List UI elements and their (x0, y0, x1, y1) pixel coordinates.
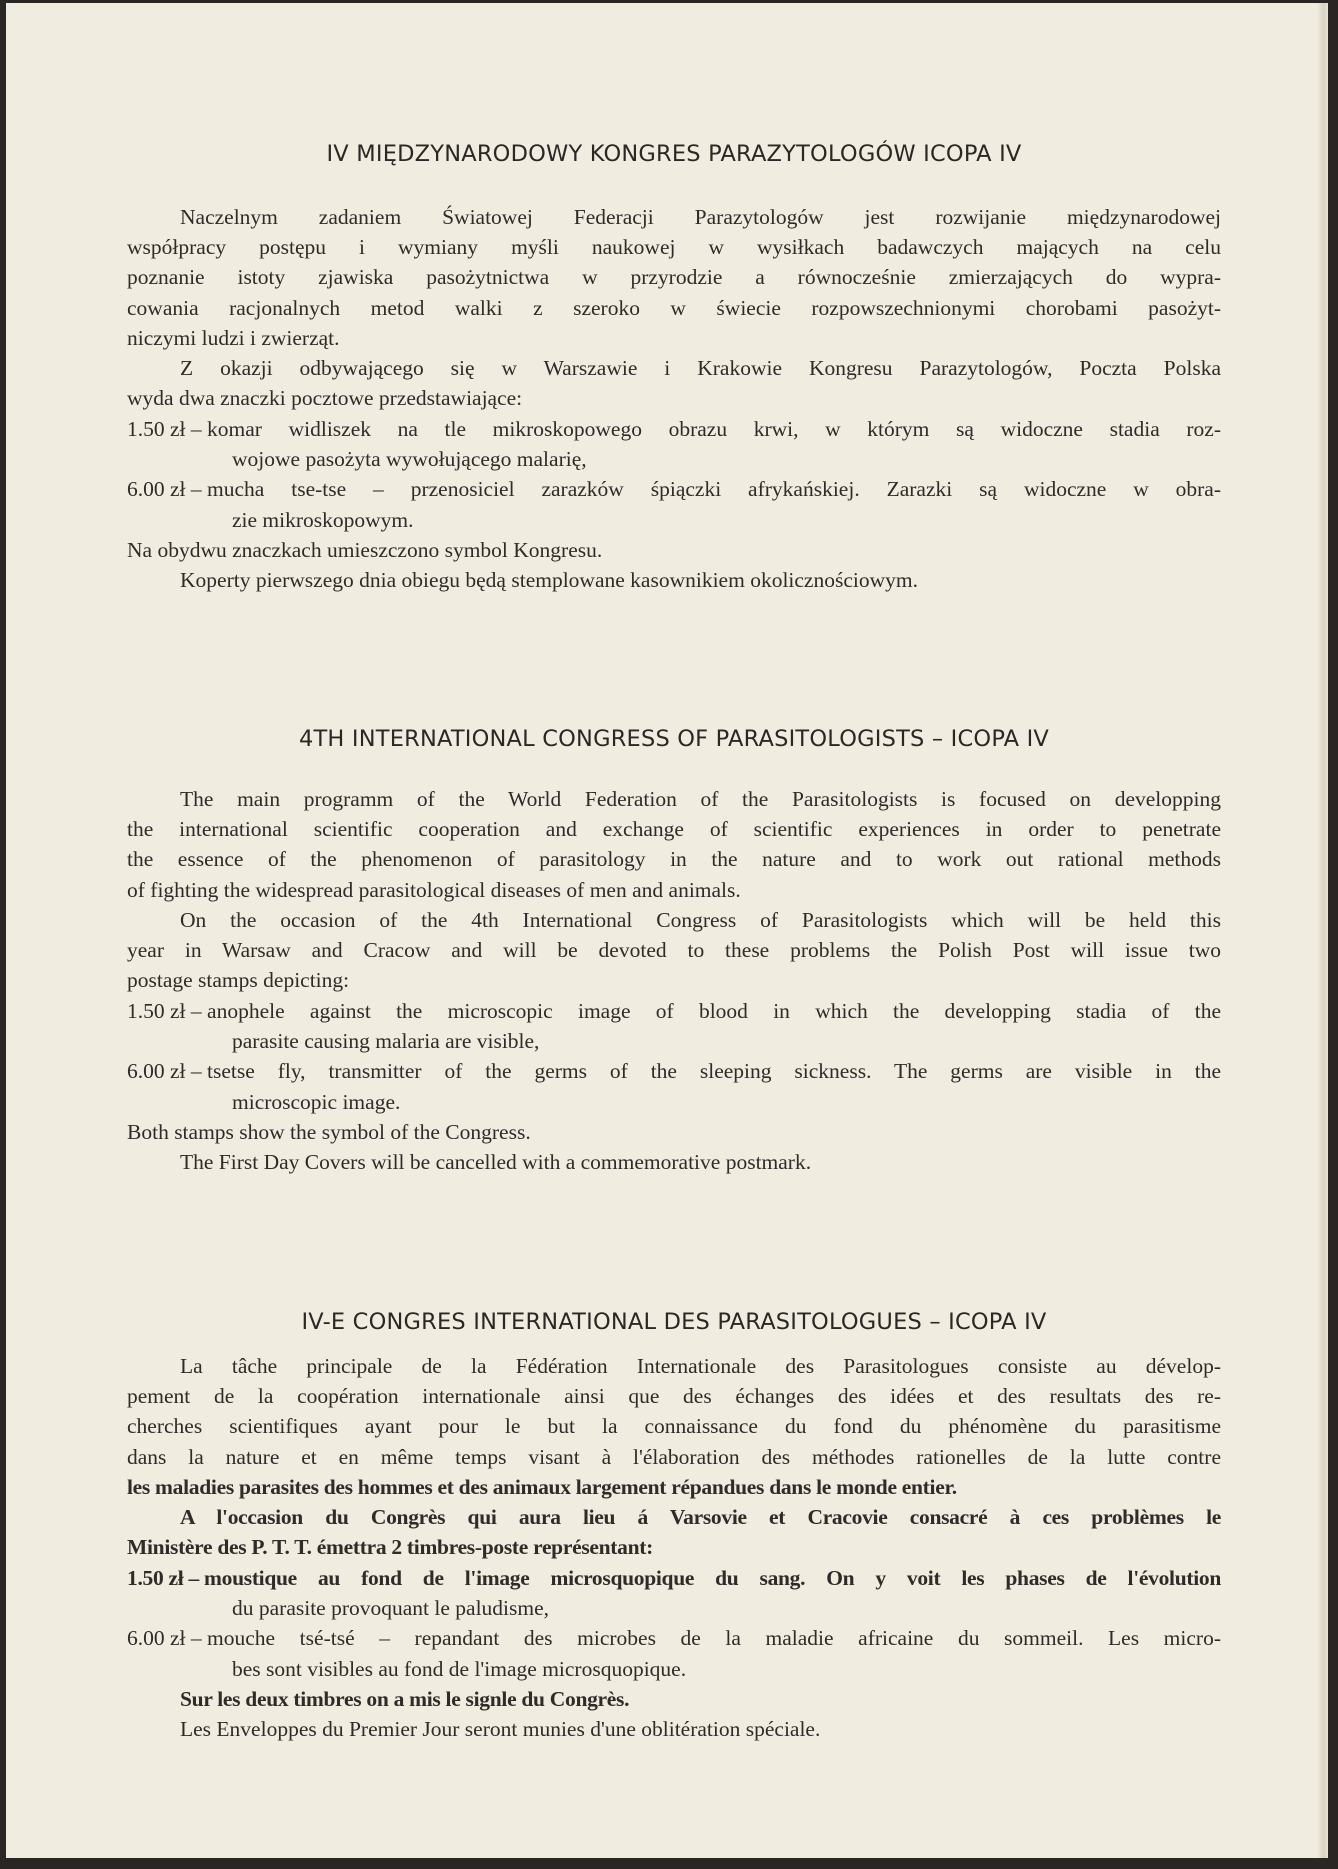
document-page (6, 3, 1328, 1858)
stamp-price: 6.00 zł – (127, 1626, 208, 1651)
occasion-paragraph-polish (127, 353, 1221, 413)
text-line: Z okazji odbywającego się w Warszawie i Krakowie Kongresu Parazytologów, Poczta Polska (180, 356, 1221, 380)
symbol-note: Na obydwu znaczkach umieszczono symbol Kongresu. (127, 537, 603, 562)
section-heading-english: 4TH INTERNATIONAL CONGRESS OF PARASITOLOGISTS – ICOPA IV (298, 726, 1050, 752)
text-line: cowania racjonalnych metod walki z szeroko w świecie rozpowszechnionymi chorobami pasożyt- (127, 295, 1221, 320)
stamp-description: mouche tsé-tsé – repandant des microbes de la maladie africaine du sommeil. Les micro- (207, 1626, 1221, 1651)
stamp-description: mucha tse-tse – przenosiciel zarazków śpiączki afrykańskiej. Zarazki są widoczne w obra- (207, 477, 1221, 502)
cover-note: Les Enveloppes du Premier Jour seront munies d'une oblitération spéciale. (180, 1717, 821, 1742)
intro-paragraph-english (127, 784, 1221, 905)
stamp-item (127, 414, 1221, 444)
text-line: On the occasion of the 4th International Congress of Parasitologists which will be held this (180, 908, 1221, 932)
stamp-item (127, 1623, 1221, 1653)
stamp-description-cont: parasite causing malaria are visible, (232, 1029, 540, 1054)
stamp-description-cont: zie mikroskopowym. (232, 507, 414, 532)
text-line: dans la nature et en même temps visant à l'élaboration des méthodes rationelles de la lutte contre (127, 1444, 1221, 1469)
text-line: współpracy postępu i wymiany myśli naukowej w wysiłkach badawczych mających na celu (127, 235, 1221, 260)
text-line: postage stamps depicting: (127, 968, 350, 993)
stamp-description-cont: wojowe pasożyta wywołującego malarię, (232, 447, 587, 472)
text-line: niczymi ludzi i zwierząt. (127, 325, 340, 350)
section-heading-polish: IV MIĘDZYNARODOWY KONGRES PARAZYTOLOGÓW ICOPA IV (326, 141, 1022, 167)
stamp-description-cont: bes sont visibles au fond de l'image microsquopique. (232, 1656, 687, 1681)
text-line: wyda dwa znaczki pocztowe przedstawiające: (127, 386, 523, 411)
stamp-description-cont: microscopic image. (232, 1089, 401, 1114)
text-line: The main programm of the World Federation of the Parasitologists is focused on developping (180, 787, 1221, 811)
text-line: poznanie istoty zjawiska pasożytnictwa w przyrodzie a równocześnie zmierzających do wypra- (127, 265, 1221, 290)
stamp-description: komar widliszek na tle mikroskopowego obrazu krwi, w którym są widoczne stadia roz- (207, 417, 1221, 441)
occasion-paragraph-english (127, 905, 1221, 996)
page-edge (1318, 3, 1328, 1858)
text-line: La tâche principale de la Fédération Internationale des Parasitologues consiste au dévelop- (180, 1354, 1221, 1378)
stamp-item (127, 996, 1221, 1026)
stamp-list-polish (127, 414, 1221, 595)
symbol-note: Both stamps show the symbol of the Congress. (127, 1119, 531, 1144)
text-line: pement de la coopération internationale ainsi que des échanges des idées et des resultats des re- (127, 1384, 1221, 1409)
occasion-paragraph-french (127, 1502, 1221, 1562)
text-line: Naczelnym zadaniem Światowej Federacji Parazytologów jest rozwijanie międzynarodowej (180, 205, 1221, 229)
stamp-price: 1.50 zł – (127, 417, 208, 441)
stamp-price: 1.50 zł – (127, 1566, 205, 1590)
intro-paragraph-french (127, 1351, 1221, 1502)
cover-note: Koperty pierwszego dnia obiegu będą stemplowane kasownikiem okolicznościowym. (180, 568, 918, 593)
stamp-description-cont: du parasite provoquant le paludisme, (232, 1596, 550, 1621)
stamp-item (127, 1563, 1221, 1593)
text-line: les maladies parasites des hommes et des animaux largement répandues dans le monde entier. (127, 1474, 957, 1499)
stamp-description: moustique au fond de l'image microsquopique du sang. On y voit les phases de l'évolution (204, 1566, 1221, 1590)
text-line: year in Warsaw and Cracow and will be devoted to these problems the Polish Post will issue two (127, 938, 1221, 963)
text-line: cherches scientifiques ayant pour le but la connaissance du fond du phénomène du parasitisme (127, 1414, 1221, 1439)
stamp-item (127, 474, 1221, 504)
cover-note: The First Day Covers will be cancelled with a commemorative postmark. (180, 1150, 812, 1175)
stamp-price: 6.00 zł – (127, 477, 208, 502)
text-line: the international scientific cooperation and exchange of scientific experiences in order to penetrate (127, 817, 1221, 842)
stamp-price: 6.00 zł – (127, 1059, 208, 1084)
stamp-list-english (127, 996, 1221, 1177)
intro-paragraph-polish (127, 202, 1221, 353)
text-line: the essence of the phenomenon of parasitology in the nature and to work out rational methods (127, 847, 1221, 872)
section-heading-french: IV-E CONGRES INTERNATIONAL DES PARASITOLOGUES – ICOPA IV (301, 1309, 1047, 1335)
stamp-item (127, 1056, 1221, 1086)
stamp-description: tsetse fly, transmitter of the germs of the sleeping sickness. The germs are visible in the (207, 1059, 1221, 1084)
stamp-list-french (127, 1563, 1221, 1744)
stamp-price: 1.50 zł – (127, 999, 208, 1023)
text-line: of fighting the widespread parasitological diseases of men and animals. (127, 877, 741, 902)
text-line: A l'occasion du Congrès qui aura lieu á Varsovie et Cracovie consacré à ces problèmes le (180, 1505, 1221, 1529)
stamp-description: anophele against the microscopic image of blood in which the developping stadia of the (207, 999, 1221, 1023)
text-line: Ministère des P. T. T. émettra 2 timbres-poste représentant: (127, 1535, 653, 1560)
symbol-note: Sur les deux timbres on a mis le signle du Congrès. (180, 1686, 630, 1711)
